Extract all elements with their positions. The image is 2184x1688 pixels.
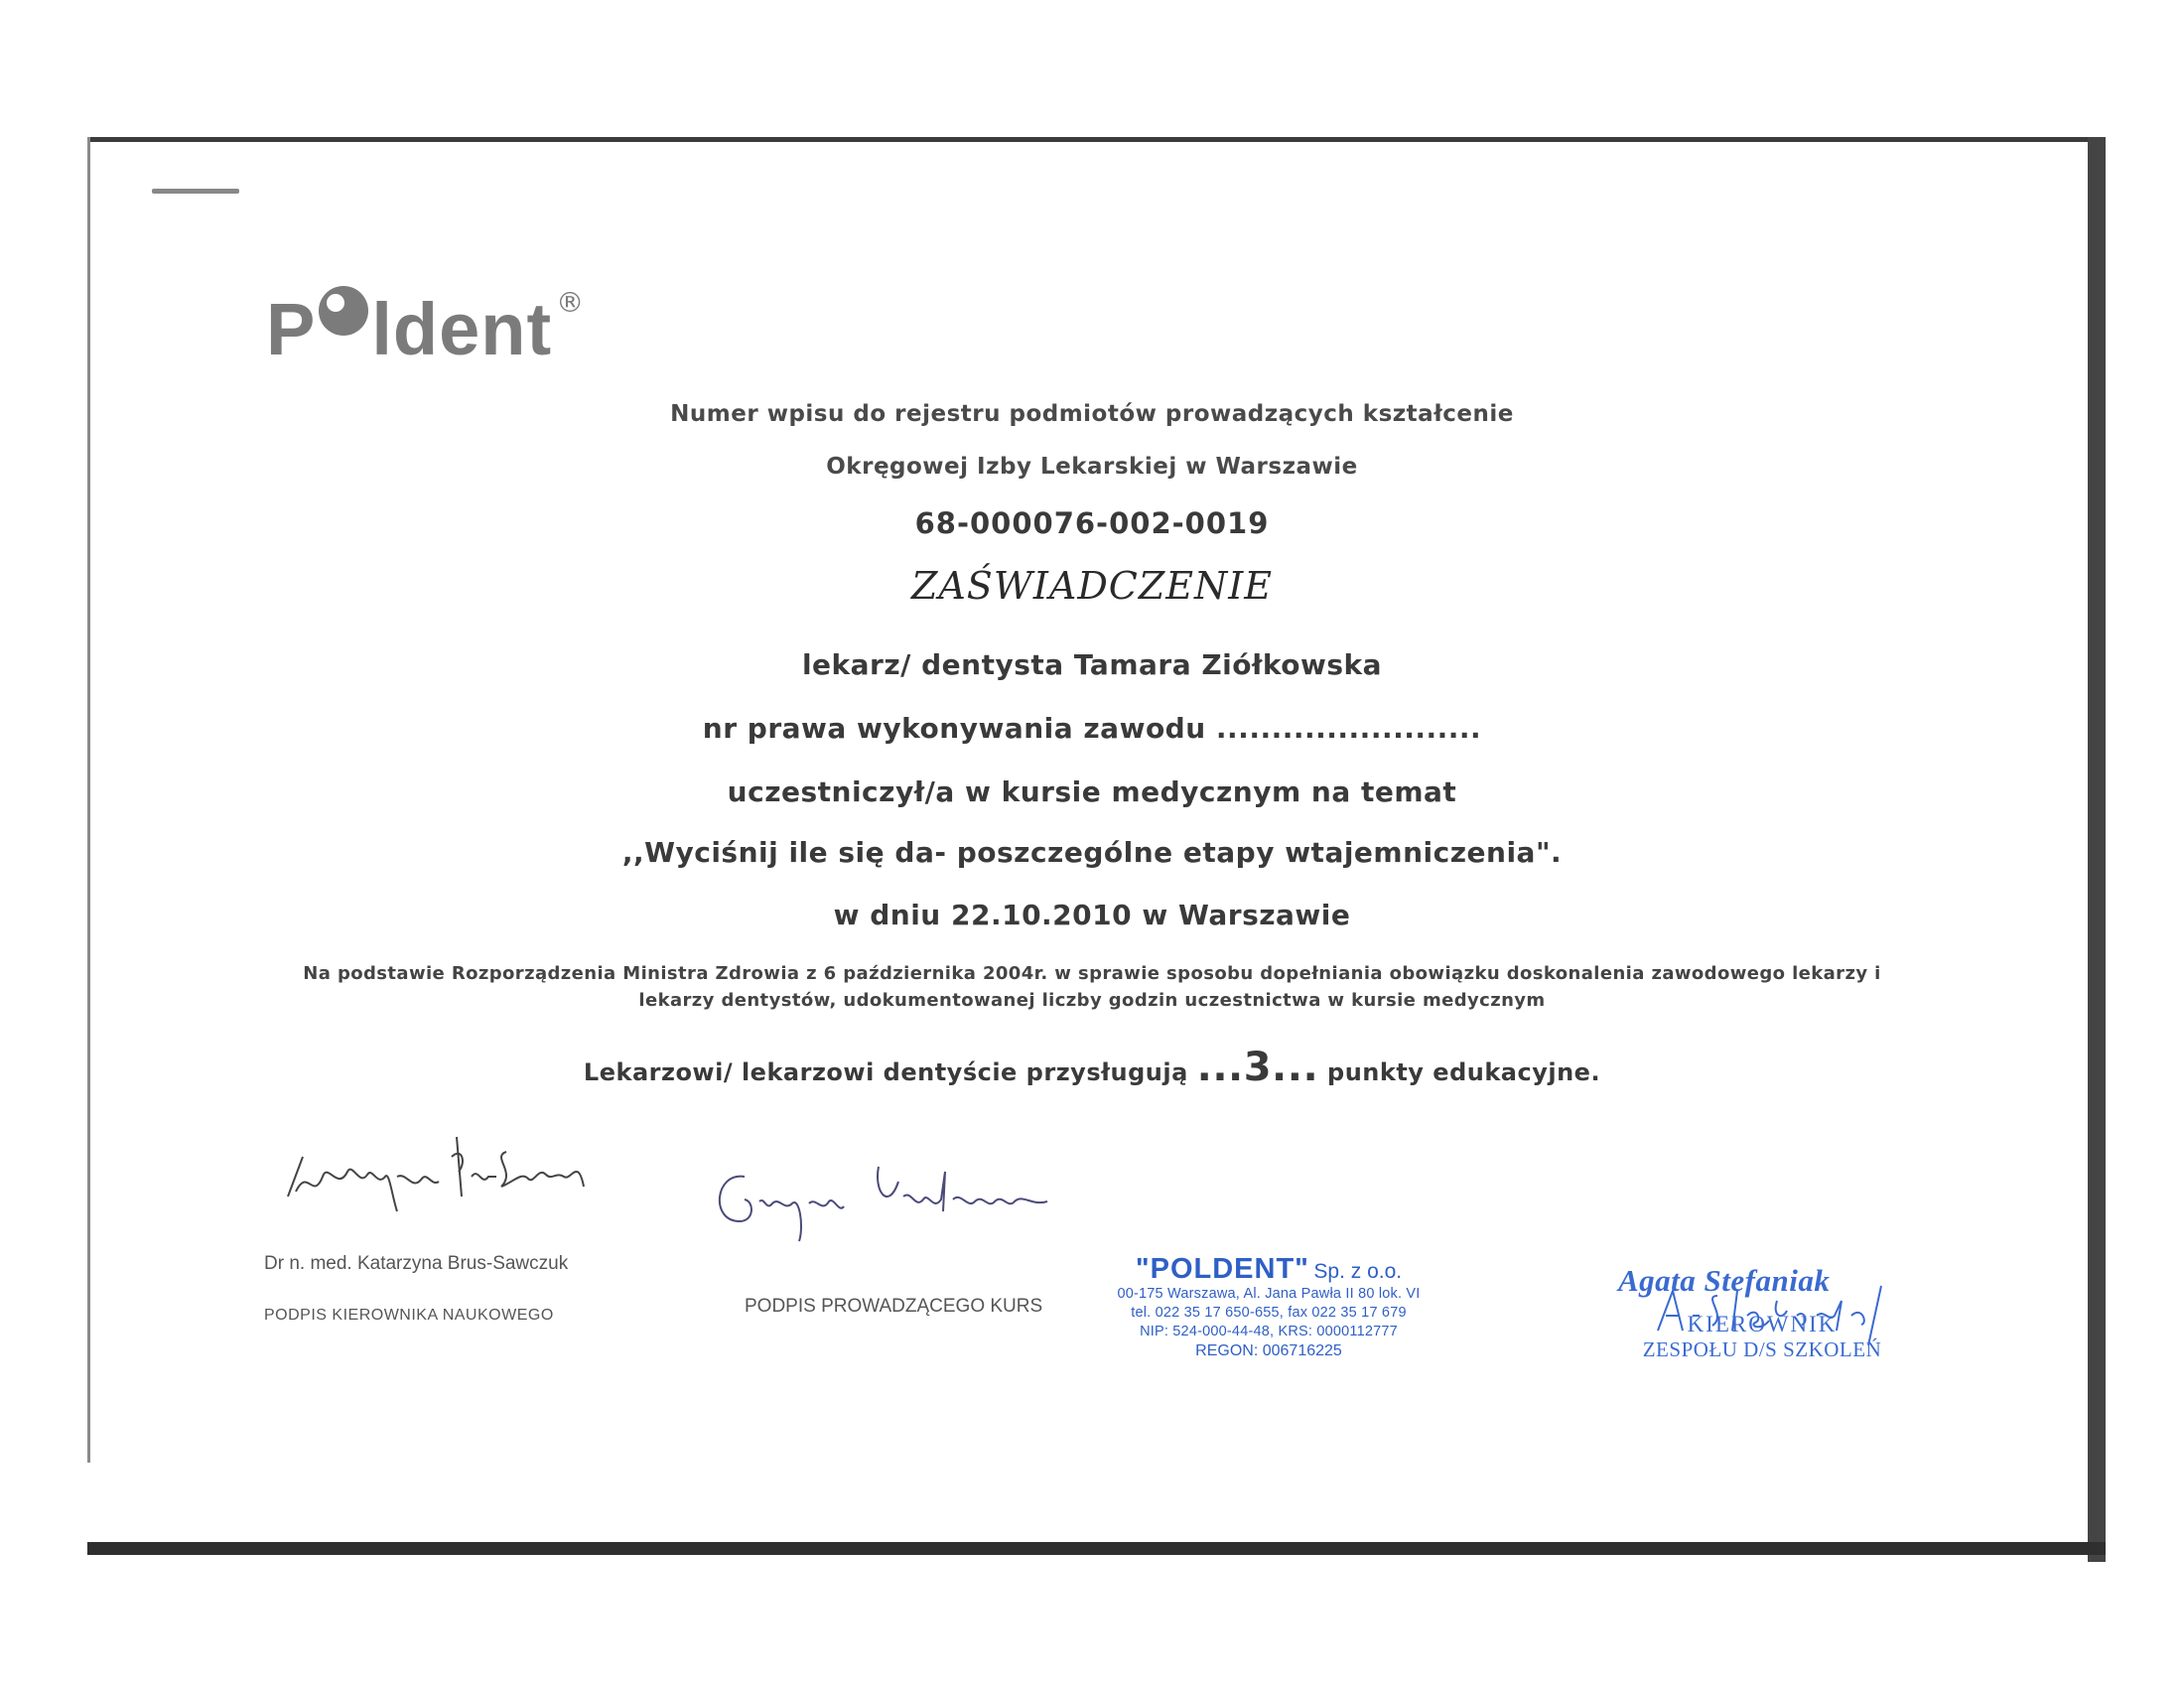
stamp-phone: tel. 022 35 17 650-655, fax 022 35 17 679: [1131, 1305, 1407, 1321]
participation-line: uczestniczył/a w kursie medycznym na temat: [727, 775, 1457, 808]
signature-manager: [1638, 1261, 1916, 1350]
manager-title: KIEROWNIK: [1687, 1312, 1838, 1336]
registered-mark: ®: [556, 286, 585, 319]
stamp-regon: REGON: 006716225: [1195, 1342, 1342, 1359]
signature-course-leader: [705, 1152, 1082, 1251]
points-prefix: Lekarzowi/ lekarzowi dentyście przysługują: [583, 1058, 1197, 1086]
registry-line-1: Numer wpisu do rejestru podmiotów prowadzących kształcenie: [670, 401, 1514, 427]
stamp-company-name: "POLDENT": [1135, 1253, 1309, 1285]
logo-text-end: ldent: [371, 288, 553, 370]
stamp-ids: NIP: 524-000-44-48, KRS: 0000112777: [1140, 1324, 1398, 1339]
points-suffix: punkty edukacyjne.: [1318, 1058, 1601, 1086]
scan-frame-bottom: [87, 1542, 2106, 1555]
registry-line-2: Okręgowej Izby Lekarskiej w Warszawie: [826, 454, 1358, 480]
scientific-head-role: PODPIS KIEROWNIKA NAUKOWEGO: [264, 1307, 554, 1324]
points-line: [0, 1045, 2184, 1090]
course-topic: ,,Wyciśnij ile się da- poszczególne etapy wtajemniczenia".: [621, 836, 1563, 869]
company-stamp: [1100, 1253, 1437, 1361]
registry-number: 68-000076-002-0019: [914, 506, 1270, 540]
manager-name: Agata Stefaniak: [1618, 1263, 1831, 1298]
scientific-head-name: Dr n. med. Katarzyna Brus-Sawczuk: [264, 1253, 569, 1274]
logo-text-start: P: [266, 288, 317, 370]
legal-basis: Na podstawie Rozporządzenia Ministra Zdrowia z 6 października 2004r. w sprawie sposobu dopełniania obowiązku doskonalenia zawodowego lekarzy i lekarzy dentystów, udokumentowanej liczby godzin uczestnictwa w kursie medycznym: [303, 963, 1881, 1011]
stamp-address: 00-175 Warszawa, Al. Jana Pawła II 80 lok. VI: [1117, 1286, 1421, 1302]
logo-dot-icon: [319, 286, 368, 336]
poldent-logo: [266, 280, 584, 379]
course-leader-role: PODPIS PROWADZĄCEGO KURS: [745, 1296, 1043, 1317]
stamp-company-line: [1100, 1253, 1437, 1285]
points-value: ...3...: [1196, 1045, 1319, 1090]
date-place: w dniu 22.10.2010 w Warszawie: [833, 899, 1351, 931]
recipient-line: lekarz/ dentysta Tamara Ziółkowska: [801, 648, 1383, 681]
certificate-title: ZAŚWIADCZENIE: [910, 564, 1274, 608]
scan-frame-top: [87, 137, 2105, 142]
signature-scientific-head: [268, 1117, 615, 1226]
license-line: nr prawa wykonywania zawodu ........................: [702, 712, 1482, 745]
manager-team: ZESPOŁU D/S SZKOLEŃ: [1642, 1337, 1882, 1361]
punch-mark: [152, 189, 239, 194]
stamp-legal-form: Sp. z o.o.: [1313, 1260, 1403, 1283]
